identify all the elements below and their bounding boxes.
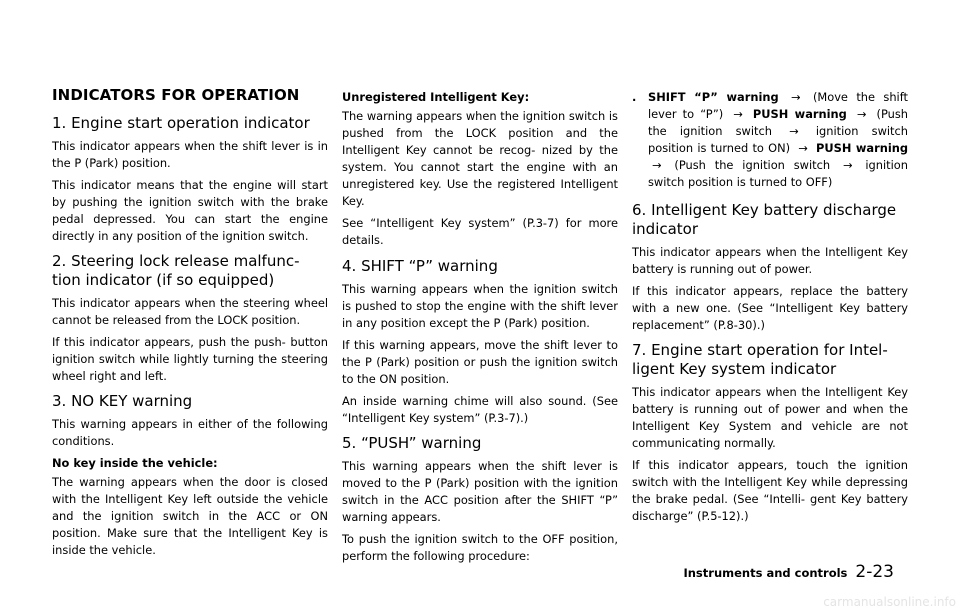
bullet-dot: . — [632, 90, 637, 104]
arrow-icon: → — [856, 107, 867, 121]
arrow-icon: → — [789, 124, 799, 138]
page-title: INDICATORS FOR OPERATION — [52, 86, 300, 104]
footer-section-title: Instruments and controls — [683, 566, 848, 580]
section-6-paragraph-2: If this indicator appears, replace the battery with a new one. (See “Intelligent Key battery replacement” (P.8-30).) — [632, 284, 908, 332]
section-1 — [52, 114, 328, 245]
arrow-icon: → — [842, 158, 853, 172]
section-2-paragraph-1: This indicator appears when the steering wheel cannot be released from the LOCK position. — [52, 296, 328, 327]
section-4 — [342, 257, 618, 427]
section-6-paragraph-1: This indicator appears when the Intelligent Key battery is running out of power. — [632, 245, 908, 276]
section-1-heading: 1. Engine start operation indicator — [52, 114, 310, 132]
arrow-icon: → — [798, 141, 808, 155]
column-3 — [632, 89, 908, 532]
section-1-paragraph-1: This indicator appears when the shift lever is in the P (Park) position. — [52, 139, 328, 170]
column-2 — [342, 89, 618, 572]
section-7 — [632, 341, 908, 525]
shift-p-warning-label: SHIFT “P” warning — [648, 90, 779, 104]
section-5-paragraph-2: To push the ignition switch to the OFF position, perform the following procedure: — [342, 532, 618, 563]
section-2-heading: 2. Steering lock release malfunc- tion indicator (if so equipped) — [52, 252, 300, 289]
procedure-text — [648, 89, 908, 191]
section-5-heading: 5. “PUSH” warning — [342, 434, 482, 452]
section-4-paragraph-3: An inside warning chime will also sound. (See “Intelligent Key system” (P.3-7).) — [342, 394, 618, 425]
procedure-step-5: ignition switch position is turned to OFF) — [648, 158, 908, 189]
page-footer — [683, 562, 894, 582]
unregistered-key-paragraph: The warning appears when the ignition switch is pushed from the LOCK position and the Intelligent Key cannot be recog- nized by the system. You cannot start the engine with an unregistered key. Use the registered Intelligent Key. — [342, 109, 618, 208]
procedure-step-1: (Move the shift lever to “P”) — [648, 90, 908, 121]
section-2-paragraph-2: If this indicator appears, push the push- button ignition switch while lightly turning the steering wheel right and left. — [52, 335, 328, 383]
section-3-paragraph-1: This warning appears in either of the following conditions. — [52, 417, 328, 448]
section-3-paragraph-2: The warning appears when the door is closed with the Intelligent Key left outside the vehicle and the ignition switch in the ACC or ON position. Make sure that the Intelligent Key is inside the vehicle. — [52, 475, 328, 557]
section-1-paragraph-2: This indicator means that the engine will start by pushing the ignition switch with the brake pedal depressed. You can start the engine directly in any position of the ignition switch. — [52, 178, 328, 243]
section-5-paragraph-1: This warning appears when the shift lever is moved to the P (Park) position with the ignition switch in the ACC position after the SHIFT “P” warning appears. — [342, 459, 618, 524]
section-6 — [632, 201, 908, 334]
section-3-lead: No key inside the vehicle: — [52, 456, 218, 470]
section-7-paragraph-1: This indicator appears when the Intelligent Key battery is running out of power and when the Intelligent Key System and vehicle are not communicating normally. — [632, 385, 908, 450]
push-warning-label: PUSH warning — [752, 107, 847, 121]
procedure-step-2: (Push the ignition switch — [648, 107, 909, 138]
section-4-paragraph-1: This warning appears when the ignition switch is pushed to stop the engine with the shift lever in any position except the P (Park) position. — [342, 282, 618, 330]
section-5 — [342, 434, 618, 565]
section-4-heading: 4. SHIFT “P” warning — [342, 257, 498, 275]
section-6-heading: 6. Intelligent Key battery discharge indicator — [632, 201, 897, 238]
column-1 — [52, 86, 328, 566]
push-warning-label-2: PUSH warning — [816, 141, 909, 155]
section-3 — [52, 392, 328, 559]
page-number: 2-23 — [855, 562, 894, 582]
watermark: carmanualsonline.info — [823, 595, 956, 609]
procedure-bullet — [632, 89, 908, 191]
arrow-icon: → — [652, 158, 662, 172]
arrow-icon: → — [733, 107, 743, 121]
procedure-step-4: (Push the ignition switch — [674, 158, 831, 172]
procedure-step-3: ignition switch position is turned to ON) — [648, 124, 908, 155]
unregistered-key-see-also: See “Intelligent Key system” (P.3-7) for more details. — [342, 216, 618, 247]
section-7-paragraph-2: If this indicator appears, touch the ignition switch with the Intelligent Key while depressing the brake pedal. (See “Intelli- gent Key battery discharge” (P.5-12).) — [632, 458, 908, 523]
arrow-icon: → — [791, 90, 801, 104]
section-7-heading: 7. Engine start operation for Intel- ligent Key system indicator — [632, 341, 888, 378]
section-3-heading: 3. NO KEY warning — [52, 392, 193, 410]
unregistered-key-lead: Unregistered Intelligent Key: — [342, 90, 530, 104]
section-2 — [52, 252, 328, 385]
section-4-paragraph-2: If this warning appears, move the shift lever to the P (Park) position or push the ignition switch to the ON position. — [342, 338, 618, 386]
